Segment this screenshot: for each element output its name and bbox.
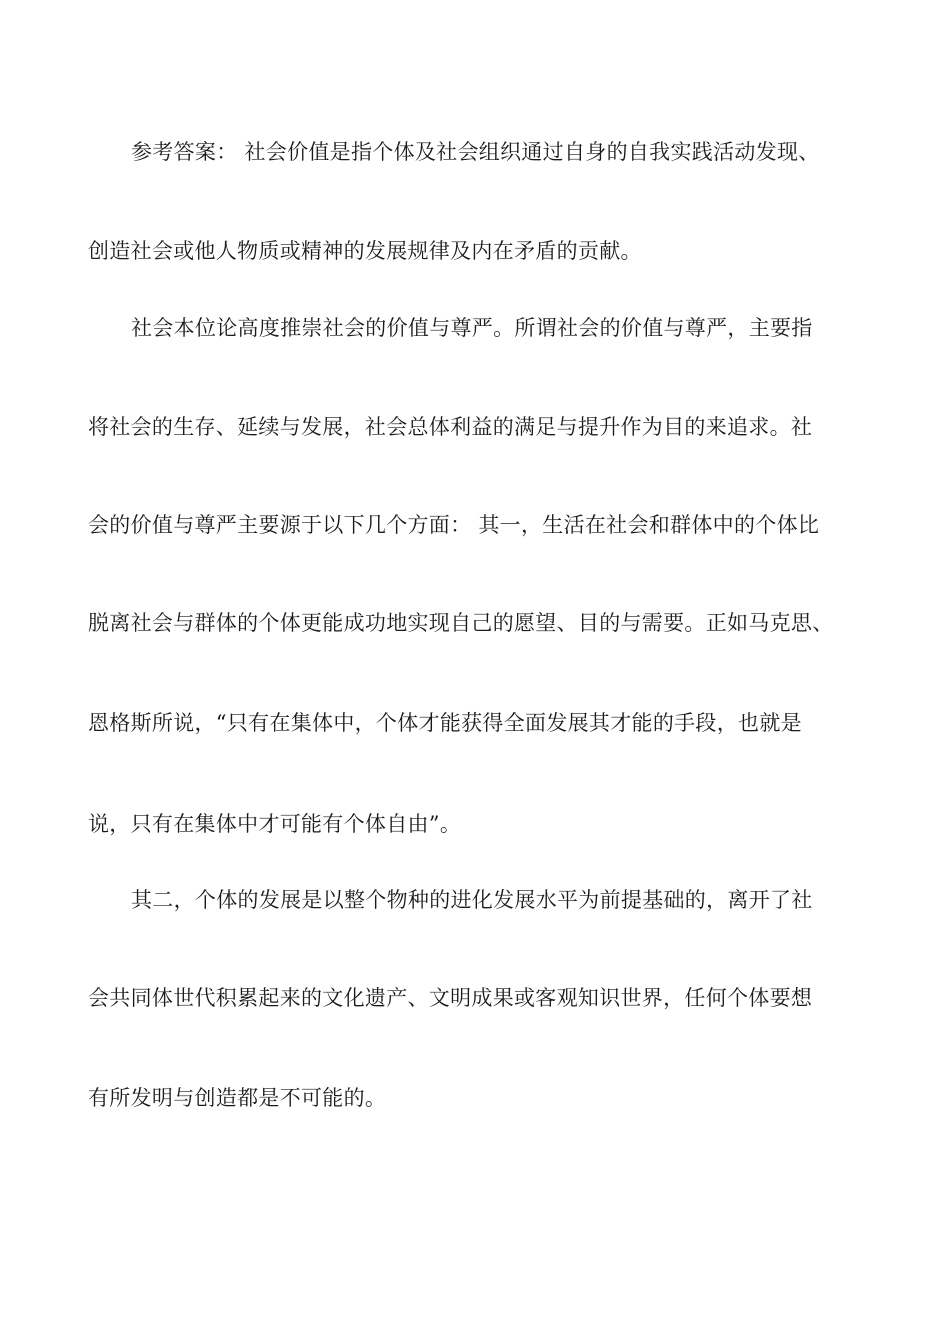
paragraph-2-line-1: 社会本位论高度推崇社会的价值与尊严。所谓社会的价值与尊严，主要指 bbox=[131, 316, 813, 340]
paragraph-1-line-2: 创造社会或他人物质或精神的发展规律及内在矛盾的贡献。 bbox=[88, 239, 642, 263]
paragraph-2-line-3: 会的价值与尊严主要源于以下几个方面： 其一，生活在社会和群体中的个体比 bbox=[88, 513, 820, 537]
paragraph-2-line-2: 将社会的生存、延续与发展，社会总体利益的满足与提升作为目的来追求。社 bbox=[88, 415, 813, 439]
paragraph-1-line-1: 参考答案： 社会价值是指个体及社会组织通过自身的自我实践活动发现、 bbox=[131, 140, 820, 164]
paragraph-2-line-4: 脱离社会与群体的个体更能成功地实现自己的愿望、目的与需要。正如马克思、 bbox=[88, 611, 834, 635]
paragraph-3-line-3: 有所发明与创造都是不可能的。 bbox=[88, 1086, 387, 1110]
paragraph-3-line-1: 其二，个体的发展是以整个物种的进化发展水平为前提基础的，离开了社 bbox=[131, 888, 813, 912]
paragraph-2-line-6: 说，只有在集体中才可能有个体自由”。 bbox=[88, 812, 462, 836]
paragraph-2-line-5: 恩格斯所说，“只有在集体中，个体才能获得全面发展其才能的手段，也就是 bbox=[88, 711, 802, 735]
paragraph-3-line-2: 会共同体世代积累起来的文化遗产、文明成果或客观知识世界，任何个体要想 bbox=[88, 986, 813, 1010]
